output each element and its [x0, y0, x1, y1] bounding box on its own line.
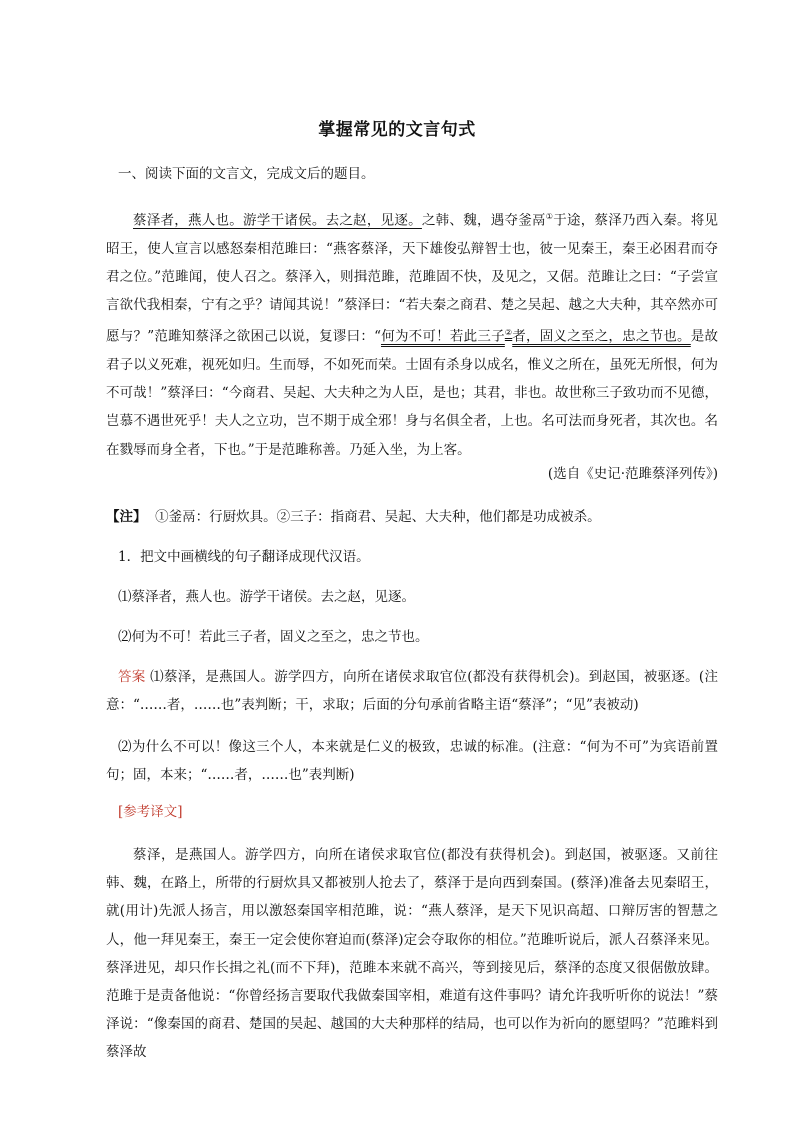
underlined-sentence-2a: 何为不可！若此三子	[380, 328, 505, 345]
reference-translation: 蔡泽，是燕国人。游学四方，向所在诸侯求取官位(都没有获得机会)。到赵国，被驱逐。又前往韩、魏，在路上，所带的行厨炊具又都被别人抢去了，蔡泽于是向西到秦国。(蔡泽)准备去见秦昭王，就(用计)先派人扬言，用以激怒秦国宰相范雎，说：“燕人蔡泽，是天下见识高超、口辩厉害的智慧之人，他一拜见秦王，秦王一定会使你窘迫而(蔡泽)定会夺取你的相位。”范雎听说后，派人召蔡泽来见。蔡泽进见，却只作长揖之礼(而不下拜)，范雎本来就不高兴，等到接见后，蔡泽的态度又很倨傲放肆。范雎于是责备他说：“你曾经扬言要取代我做秦国宰相，难道有这件事吗？请允许我听听你的说法！”蔡泽说：“像秦国的商君、楚国的吴起、越国的大夫种那样的结局，也可以作为祈向的愿望吗？”范雎料到蔡泽故	[106, 847, 718, 1061]
note-marker-1: ①	[545, 212, 554, 221]
page-title: 掌握常见的文言句式	[318, 120, 476, 140]
classical-passage	[106, 203, 718, 464]
section-heading: 一、阅读下面的文言文，完成文后的题目。	[118, 166, 375, 182]
passage-text-1: 之韩、魏，遇夺釜鬲	[421, 212, 546, 229]
underlined-sentence-2b: 者，固义之至之，忠之节也。	[512, 328, 691, 345]
notes-label: 【注】	[106, 509, 147, 525]
notes-text: ①釜鬲：行厨炊具。②三子：指商君、吴起、大夫种，他们都是功成被杀。	[155, 509, 601, 525]
answer-1	[106, 663, 718, 719]
sub-question-2: ⑵何为不可！若此三子者，固义之至之，忠之节也。	[118, 629, 429, 645]
underlined-sentence-1: 蔡泽者，燕人也。游学干诸侯。去之赵，见逐。	[133, 212, 422, 229]
sub-question-1: ⑴蔡泽者，燕人也。游学干诸侯。去之赵，见逐。	[118, 589, 415, 605]
answer-2: ⑵为什么不可以！像这三个人，本来就是仁义的极致，忠诚的标准。(注意：“何为不可”为宾语前置句；固，本来；“……者，……也”表判断)	[106, 739, 718, 784]
passage-source: (选自《史记·范雎蔡泽列传》)	[547, 466, 718, 482]
passage-text-3: 是故君子以义死难，视死如归。生而辱，不如死而荣。士固有杀身以成名，惟义之所在，虽死无所恨，何为不可哉！”蔡泽曰：“今商君、吴起、大夫种之为人臣，是也；其君，非也。故世称三子致功而不见德，岂慕不遇世死乎！夫人之立功，岂不期于成全邪！身与名俱全者，上也。名可法而身死者，其次也。名在戮辱而身全者，下也。”于是范雎称善。乃延入坐，为上客。	[106, 328, 719, 458]
passage-text-2: 于途，蔡泽乃西入秦。将见昭王，使人宣言以感怒秦相范雎曰：“燕客蔡泽，天下雄俊弘辩智士也，彼一见秦王，秦王必困君而夺君之位。”范雎闻，使人召之。蔡泽入，则揖范雎，范雎固不快，及见之，又倨。范雎让之曰：“子尝宣言欲代我相秦，宁有之乎？请闻其说！”蔡泽曰：“若夫秦之商君、楚之吴起、越之大夫种，其卒然亦可愿与？”范雎知蔡泽之欲困己以说，复谬曰：“	[106, 212, 719, 345]
reference-translation-label: [参考译文]	[118, 804, 183, 820]
answer-1-text: ⑴蔡泽，是燕国人。游学四方，向所在诸侯求取官位(都没有获得机会)。到赵国，被驱逐。(注意：“……者，……也”表判断；干，求取；后面的分句承前省略主语“蔡泽”；“见”表被动)	[106, 669, 718, 714]
notes	[106, 503, 718, 531]
answer-label: 答案	[118, 669, 146, 685]
note-marker-2: ②	[504, 328, 513, 338]
question-1: 1．把文中画横线的句子翻译成现代汉语。	[118, 549, 370, 565]
